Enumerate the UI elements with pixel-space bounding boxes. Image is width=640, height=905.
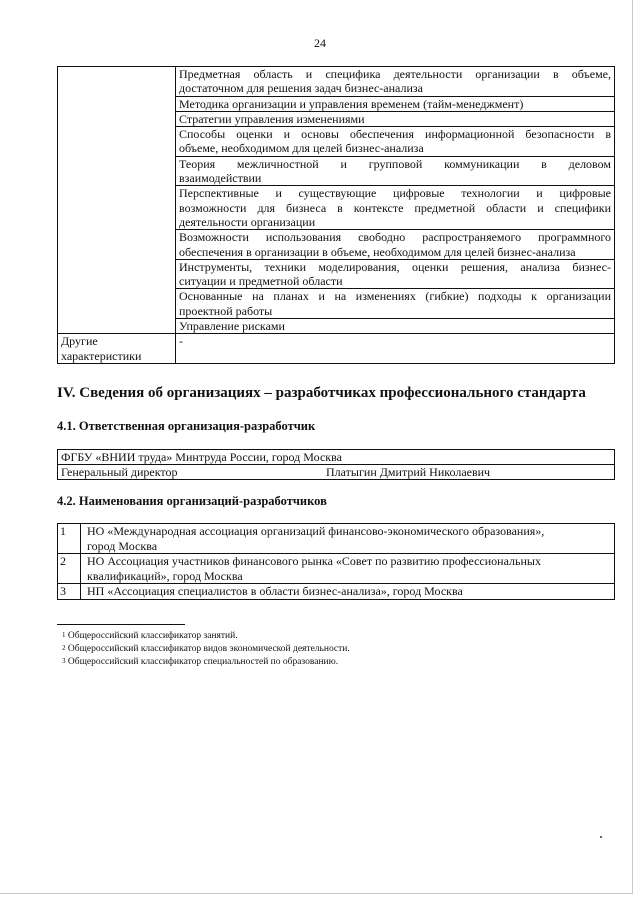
developer-number: 1: [58, 524, 81, 554]
requirement-text: [176, 127, 615, 157]
requirement-text: [176, 96, 615, 111]
developer-name-line: НО «Международная ассоциация организаций финансово-экономического образования»,: [87, 524, 545, 538]
requirement-line: Стратегии управления изменениями: [179, 111, 365, 126]
footnote-mark: 3: [62, 657, 66, 665]
requirement-line: Предметная область и специфика деятельности организации в объеме,: [179, 67, 611, 81]
requirement-text: [176, 111, 615, 126]
footnotes: [62, 630, 350, 669]
responsible-org-table: [57, 449, 615, 480]
requirement-line: Теория межличностной и групповой коммуникации в деловом: [179, 156, 611, 171]
requirement-text: [176, 156, 615, 186]
requirement-line: взаимодействии: [179, 171, 262, 186]
requirement-line: деятельности организации: [179, 214, 316, 229]
developer-name-line: город Москва: [87, 538, 158, 553]
developer-name: [81, 584, 615, 600]
developer-name: [81, 524, 615, 554]
responsible-person-row: [58, 465, 615, 480]
footnote-mark: 1: [62, 631, 66, 639]
requirement-text: [176, 259, 615, 289]
other-characteristics-label-line: Другие: [61, 334, 98, 349]
developer-name-line: НП «Ассоциация специалистов в области бизнес-анализа», город Москва: [87, 584, 463, 598]
other-characteristics-value: -: [176, 334, 615, 364]
requirement-text: [176, 319, 615, 334]
responsible-person-cell: [58, 465, 615, 480]
footnote: [62, 656, 350, 669]
developer-number: 3: [58, 584, 81, 600]
footnote: [62, 630, 350, 643]
requirement-line: Методика организации и управления временем (тайм-менеджмент): [179, 96, 524, 111]
requirement-line: обеспечения в организации в объеме, необходимом для целей бизнес-анализа: [179, 244, 576, 259]
requirement-line: проектной работы: [179, 303, 273, 318]
other-characteristics-label-line: характеристики: [61, 348, 142, 363]
responsible-heading: 4.1. Ответственная организация-разработчик: [57, 419, 316, 433]
requirement-text: [176, 230, 615, 260]
requirement-line: Управление рисками: [179, 319, 285, 334]
requirement-line: возможности для бизнеса в контексте предметной области и специфики: [179, 200, 611, 215]
responsible-position: Генеральный директор: [61, 465, 178, 479]
developer-row: [58, 584, 615, 600]
developer-row: [58, 524, 615, 554]
developer-number: 2: [58, 554, 81, 584]
requirement-text: [176, 67, 615, 97]
page-number: 24: [314, 36, 326, 50]
requirement-line: достаточном для решения задач бизнес-анализа: [179, 81, 423, 96]
developers-heading: 4.2. Наименования организаций-разработчиков: [57, 494, 327, 508]
footnote-text: Общероссийский классификатор занятий.: [67, 631, 238, 641]
requirements-table-body: [58, 67, 615, 364]
developer-name-line: НО Ассоциация участников финансового рынка «Совет по развитию профессиональных: [87, 554, 541, 568]
requirement-row: [58, 67, 615, 97]
responsible-org-name: ФГБУ «ВНИИ труда» Минтруда России, город Москва: [58, 450, 615, 465]
requirement-line: Возможности использования свободно распространяемого программного: [179, 230, 611, 245]
requirement-line: ситуации и предметной области: [179, 274, 343, 289]
requirement-line: Перспективные и существующие цифровые технологии и цифровые: [179, 186, 611, 201]
other-characteristics-label: [58, 334, 176, 364]
scan-speck: [600, 836, 602, 838]
footnote-text: Общероссийский классификатор видов экономической деятельности.: [67, 644, 350, 654]
requirement-label-cell: [58, 67, 176, 334]
requirement-line: Основанные на планах и на изменениях (гибкие) подходы к организации: [179, 289, 611, 304]
responsible-person-name: Платыгин Дмитрий Николаевич: [326, 465, 491, 479]
requirements-table: [57, 66, 615, 364]
developer-name-line: квалификаций», город Москва: [87, 568, 243, 583]
footnote: [62, 643, 350, 656]
developer-name: [81, 554, 615, 584]
responsible-org-row: [58, 450, 615, 465]
requirement-line: объеме, необходимом для целей бизнес-анализа: [179, 141, 424, 156]
footnote-rule: [57, 624, 185, 625]
developers-table-body: [58, 524, 615, 600]
requirement-line: Способы оценки и основы обеспечения информационной безопасности в: [179, 127, 611, 142]
footnote-text: Общероссийский классификатор специальностей по образованию.: [67, 657, 339, 667]
footnote-mark: 2: [62, 644, 66, 652]
requirement-line: Инструменты, техники моделирования, оценки решения, анализа бизнес-: [179, 259, 611, 274]
requirement-text: [176, 186, 615, 230]
other-characteristics-row: [58, 334, 615, 364]
developers-table: [57, 523, 615, 600]
section-title: IV. Сведения об организациях – разработчиках профессионального стандарта: [57, 385, 586, 401]
developer-row: [58, 554, 615, 584]
requirement-text: [176, 289, 615, 319]
